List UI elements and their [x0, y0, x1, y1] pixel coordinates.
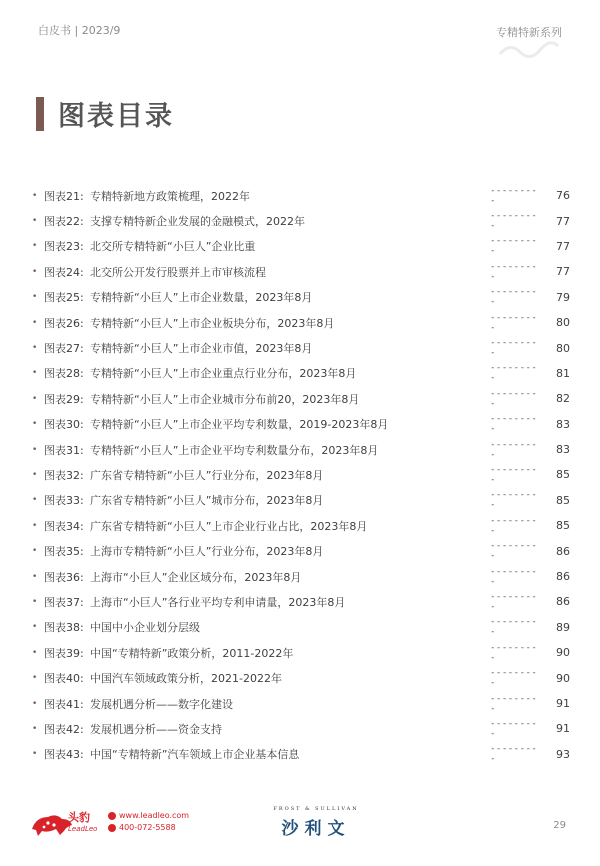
bullet-icon: • [32, 673, 38, 684]
brand-name-cn: 头豹 [68, 811, 90, 824]
toc-row[interactable] [30, 335, 570, 360]
dot-leader: --------- [490, 338, 538, 359]
toc-row[interactable] [30, 742, 570, 767]
toc-row[interactable] [30, 716, 570, 741]
dot-leader: --------- [490, 617, 538, 638]
figure-title: 专精特新“小巨人”上市企业数量，2023年8月 [90, 291, 313, 305]
toc-row[interactable] [30, 437, 570, 462]
figure-page: 90 [556, 646, 570, 660]
figure-page: 76 [556, 189, 570, 203]
figure-page: 91 [556, 722, 570, 736]
faint-watermark-icon [498, 40, 560, 60]
figure-title: 中国“专精特新”汽车领域上市企业基本信息 [90, 748, 300, 762]
toc-row[interactable] [30, 386, 570, 411]
toc-row[interactable] [30, 208, 570, 233]
figure-title: 广东省专精特新“小巨人”上市企业行业占比，2023年8月 [90, 519, 368, 533]
figure-page: 77 [556, 239, 570, 253]
toc-row[interactable] [30, 462, 570, 487]
figure-number: 图表28: [44, 367, 84, 381]
figure-page: 93 [556, 747, 570, 761]
figure-page: 90 [556, 671, 570, 685]
toc-row[interactable] [30, 513, 570, 538]
figure-title: 发展机遇分析——数字化建设 [90, 697, 233, 711]
phone-row [108, 822, 189, 834]
figure-number: 图表36: [44, 570, 84, 584]
figure-page: 89 [556, 620, 570, 634]
partner-logo [256, 806, 376, 839]
phone-number: 400-072-5588 [119, 823, 176, 832]
website-row [108, 810, 189, 822]
bullet-icon: • [32, 419, 38, 430]
figure-page: 80 [556, 316, 570, 330]
figure-number: 图表22: [44, 215, 84, 229]
figure-page: 79 [556, 290, 570, 304]
dot-leader: --------- [490, 388, 538, 409]
bullet-icon: • [32, 571, 38, 582]
figure-page: 83 [556, 443, 570, 457]
toc-row[interactable] [30, 538, 570, 563]
toc-row[interactable] [30, 259, 570, 284]
toc-row[interactable] [30, 564, 570, 589]
bullet-icon: • [32, 596, 38, 607]
figure-title: 专精特新“小巨人”上市企业城市分布前20，2023年8月 [90, 392, 360, 406]
dot-leader: --------- [490, 515, 538, 536]
figure-number: 图表41: [44, 697, 84, 711]
figure-page: 77 [556, 214, 570, 228]
bullet-icon: • [32, 647, 38, 658]
bullet-icon: • [32, 317, 38, 328]
figure-title: 专精特新“小巨人”上市企业重点行业分布，2023年8月 [90, 367, 357, 381]
figure-number: 图表29: [44, 392, 84, 406]
header-right-text: 专精特新系列 [496, 26, 562, 39]
figure-number: 图表35: [44, 545, 84, 559]
title-accent-bar [36, 97, 44, 131]
dot-leader: --------- [490, 693, 538, 714]
figure-page: 86 [556, 544, 570, 558]
figure-title: 上海市专精特新“小巨人”行业分布，2023年8月 [90, 545, 324, 559]
figure-title: 发展机遇分析——资金支持 [90, 722, 222, 736]
figure-page: 85 [556, 519, 570, 533]
figure-number: 图表37: [44, 595, 84, 609]
bullet-icon: • [32, 216, 38, 227]
page-title: 图表目录 [58, 101, 174, 132]
bullet-icon: • [32, 343, 38, 354]
toc-row[interactable] [30, 361, 570, 386]
partner-name-cn: 沙利文 [281, 819, 351, 839]
toc-row[interactable] [30, 615, 570, 640]
figure-number: 图表26: [44, 316, 84, 330]
bullet-icon: • [32, 469, 38, 480]
toc-row[interactable] [30, 234, 570, 259]
figure-page: 80 [556, 341, 570, 355]
figure-title: 广东省专精特新“小巨人”城市分布，2023年8月 [90, 494, 324, 508]
figure-number: 图表39: [44, 646, 84, 660]
bullet-icon: • [32, 698, 38, 709]
toc-row[interactable] [30, 412, 570, 437]
partner-name-en: FROST & SULLIVAN [273, 806, 359, 812]
figure-title: 专精特新“小巨人”上市企业市值，2023年8月 [90, 342, 313, 356]
toc-row[interactable] [30, 665, 570, 690]
figure-number: 图表40: [44, 672, 84, 686]
bullet-icon: • [32, 368, 38, 379]
dot-leader: --------- [490, 591, 538, 612]
dot-leader: --------- [490, 185, 538, 206]
dot-leader: --------- [490, 490, 538, 511]
figure-title: 支撑专精特新企业发展的金融模式，2022年 [90, 215, 305, 229]
figure-title: 中国“专精特新”政策分析，2011-2022年 [90, 646, 294, 660]
dot-leader: --------- [490, 363, 538, 384]
dot-leader: --------- [490, 211, 538, 232]
figure-number: 图表27: [44, 342, 84, 356]
toc-row[interactable] [30, 640, 570, 665]
figure-list [30, 183, 570, 767]
dot-leader: --------- [490, 642, 538, 663]
toc-row[interactable] [30, 310, 570, 335]
toc-row[interactable] [30, 183, 570, 208]
dot-leader: --------- [490, 312, 538, 333]
web-icon [108, 812, 116, 820]
figure-title: 专精特新“小巨人”上市企业平均专利数量，2019-2023年8月 [90, 418, 389, 432]
figure-page: 82 [556, 392, 570, 406]
page-number: 29 [553, 820, 566, 831]
bullet-icon: • [32, 190, 38, 201]
figure-number: 图表30: [44, 418, 84, 432]
bullet-icon: • [32, 444, 38, 455]
figure-number: 图表31: [44, 443, 84, 457]
figure-title: 专精特新“小巨人”上市企业板块分布，2023年8月 [90, 316, 335, 330]
dot-leader: --------- [490, 439, 538, 460]
figure-page: 86 [556, 595, 570, 609]
figure-number: 图表42: [44, 722, 84, 736]
bullet-icon: • [32, 749, 38, 760]
figure-number: 图表21: [44, 189, 84, 203]
bullet-icon: • [32, 546, 38, 557]
bullet-icon: • [32, 292, 38, 303]
dot-leader: --------- [490, 414, 538, 435]
toc-row[interactable] [30, 691, 570, 716]
figure-number: 图表32: [44, 468, 84, 482]
bullet-icon: • [32, 622, 38, 633]
figure-title: 专精特新地方政策梳理，2022年 [90, 189, 250, 203]
dot-leader: --------- [490, 541, 538, 562]
bullet-icon: • [32, 393, 38, 404]
toc-row[interactable] [30, 488, 570, 513]
figure-page: 85 [556, 468, 570, 482]
figure-page: 83 [556, 417, 570, 431]
figure-page: 85 [556, 493, 570, 507]
figure-title: 中国中小企业划分层级 [90, 621, 200, 635]
contact-info [108, 810, 189, 834]
toc-row[interactable] [30, 589, 570, 614]
dot-leader: --------- [490, 668, 538, 689]
figure-page: 77 [556, 265, 570, 279]
dot-leader: --------- [490, 744, 538, 765]
figure-page: 81 [556, 366, 570, 380]
figure-title: 专精特新“小巨人”上市企业平均专利数量分布，2023年8月 [90, 443, 379, 457]
bullet-icon: • [32, 495, 38, 506]
figure-number: 图表38: [44, 621, 84, 635]
website-link[interactable]: www.leadleo.com [119, 811, 190, 820]
figure-number: 图表43: [44, 748, 84, 762]
figure-title: 上海市“小巨人”各行业平均专利申请量，2023年8月 [90, 595, 346, 609]
bullet-icon: • [32, 520, 38, 531]
figure-number: 图表34: [44, 519, 84, 533]
figure-title: 广东省专精特新“小巨人”行业分布，2023年8月 [90, 468, 324, 482]
section-heading [36, 94, 174, 133]
figure-title: 上海市“小巨人”企业区域分布，2023年8月 [90, 570, 302, 584]
toc-row[interactable] [30, 285, 570, 310]
phone-icon [108, 824, 116, 832]
brand-name-en: LeadLeo [68, 825, 98, 833]
dot-leader: --------- [490, 287, 538, 308]
bullet-icon: • [32, 241, 38, 252]
header-left-text: 白皮书 | 2023/9 [38, 24, 121, 37]
figure-title: 中国汽车领域政策分析，2021-2022年 [90, 672, 282, 686]
figure-number: 图表24: [44, 265, 84, 279]
figure-page: 91 [556, 697, 570, 710]
dot-leader: --------- [490, 261, 538, 282]
figure-page: 86 [556, 570, 570, 584]
dot-leader: --------- [490, 236, 538, 257]
bullet-icon: • [32, 266, 38, 277]
figure-title: 北交所专精特新“小巨人”企业比重 [90, 240, 256, 254]
figure-number: 图表25: [44, 291, 84, 305]
dot-leader: --------- [490, 718, 538, 739]
dot-leader: --------- [490, 566, 538, 587]
figure-number: 图表33: [44, 494, 84, 508]
bullet-icon: • [32, 723, 38, 734]
brand-text [68, 809, 97, 833]
dot-leader: --------- [490, 464, 538, 485]
figure-title: 北交所公开发行股票并上市审核流程 [90, 265, 266, 279]
figure-number: 图表23: [44, 240, 84, 254]
